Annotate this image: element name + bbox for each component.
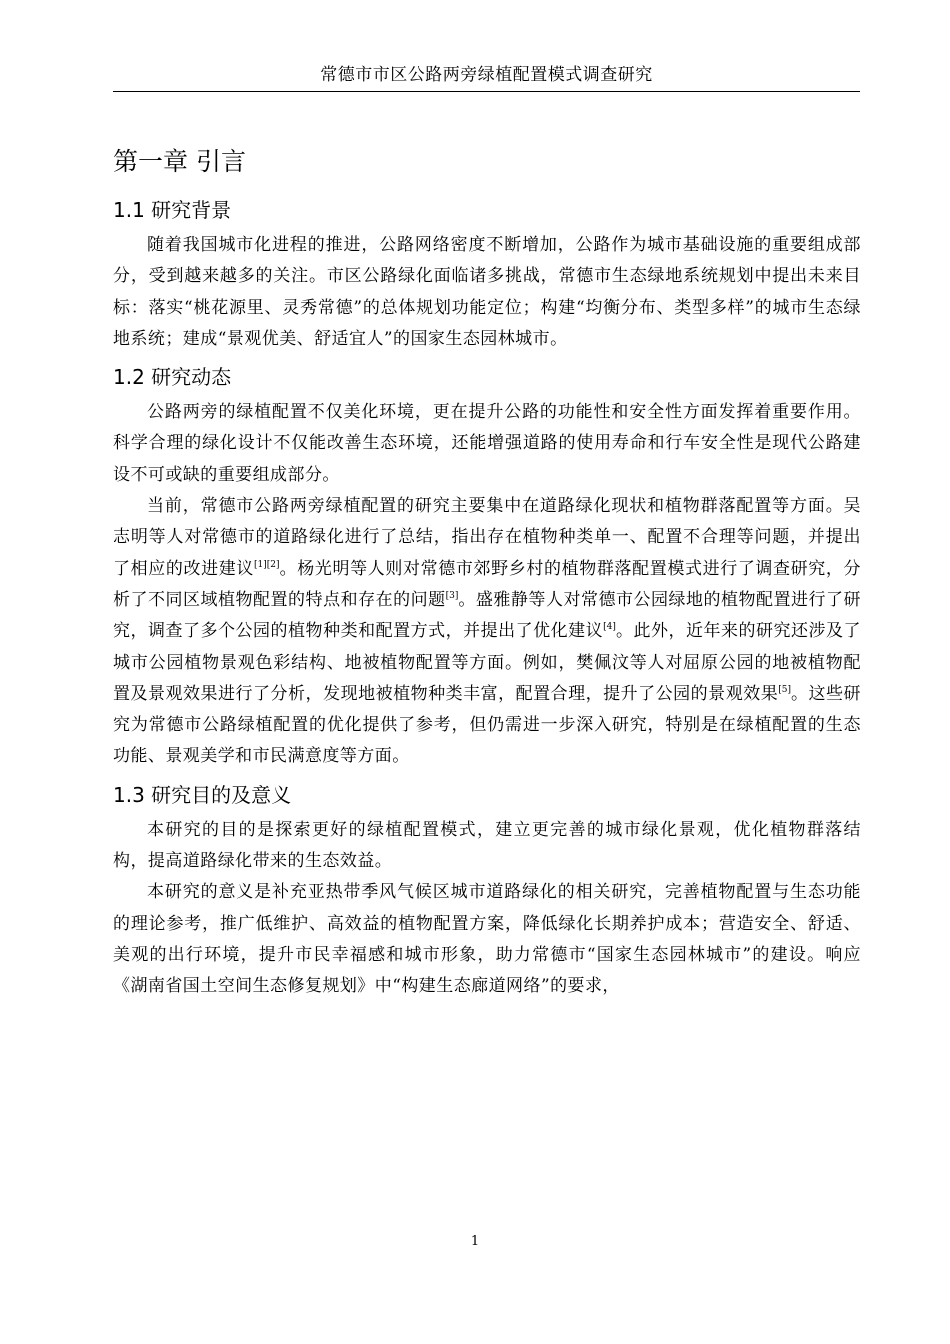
text-run: 。此外，近年来的研究还涉及了城市公园植物景观色彩结构、地被植物配置等方面。例如，樊佩汶等人对屈原公园的地被植物配置及景观效果进行了分析，发现地被植物种类丰富，配置合理，提升了公园的景观效果 bbox=[113, 621, 861, 704]
paragraph: 随着我国城市化进程的推进，公路网络密度不断增加，公路作为城市基础设施的重要组成部分，受到越来越多的关注。市区公路绿化面临诸多挑战，常德市生态绿地系统规划中提出未来目标：落实“桃花源里、灵秀常德”的总体规划功能定位；构建“均衡分布、类型多样”的城市生态绿地系统；建成“景观优美、舒适宜人”的国家生态园林城市。 bbox=[113, 235, 861, 349]
citation-ref: [5] bbox=[778, 684, 791, 695]
text-run: 。这些研究为常德市公路绿植配置的优化提供了参考，但仍需进一步深入研究，特别是在绿植配置的生态功能、景观美学和市民满意度等方面。 bbox=[113, 683, 861, 767]
citation-ref: [4] bbox=[603, 622, 616, 633]
paragraph-with-citations bbox=[113, 491, 861, 773]
chapter-title: 第一章 引言 bbox=[113, 147, 246, 176]
paragraph: 本研究的目的是探索更好的绿植配置模式，建立更完善的城市绿化景观，优化植物群落结构，提高道路绿化带来的生态效益。 bbox=[113, 819, 861, 872]
citation-ref: [1][2] bbox=[253, 559, 280, 570]
header-rule bbox=[113, 91, 860, 92]
paragraph: 本研究的意义是补充亚热带季风气候区城市道路绿化的相关研究，完善植物配置与生态功能的理论参考，推广低维护、高效益的植物配置方案，降低绿化长期养护成本；营造安全、舒适、美观的出行环境，提升市民幸福感和城市形象，助力常德市“国家生态园林城市”的建设。响应《湖南省国土空间生态修复规划》中“构建生态廊道网络”的要求， bbox=[113, 882, 861, 997]
text-run: 当前，常德市公路两旁绿植配置的研究主要集中在道路绿化现状和植物群落配置等方面。吴志明等人对常德市的道路绿化进行了总结，指出存在植物种类单一、配置不合理等问题，并提出了相应的改进建议 bbox=[113, 496, 861, 579]
text-run: 。杨光明等人则对常德市郊野乡村的植物群落配置模式进行了调查研究，分析了不同区域植物配置的特点和存在的问题 bbox=[113, 558, 861, 610]
paragraph: 公路两旁的绿植配置不仅美化环境，更在提升公路的功能性和安全性方面发挥着重要作用。科学合理的绿化设计不仅能改善生态环境，还能增强道路的使用寿命和行车安全性是现代公路建设不可或缺的重要组成部分。 bbox=[113, 402, 861, 485]
running-header: 常德市市区公路两旁绿植配置模式调查研究 bbox=[320, 65, 653, 85]
section-title-1-2: 1.2 研究动态 bbox=[113, 365, 232, 390]
section-title-1-1: 1.1 研究背景 bbox=[113, 198, 232, 222]
text-run: 。盛雅静等人对常德市公园绿地的植物配置进行了研究，调查了多个公园的植物种类和配置方式，并提出了优化建议 bbox=[113, 589, 861, 642]
citation-ref: [3] bbox=[445, 590, 459, 601]
page-content bbox=[113, 140, 861, 1003]
page-number: 1 bbox=[470, 1234, 480, 1249]
section-title-1-3: 1.3 研究目的及意义 bbox=[113, 782, 292, 807]
